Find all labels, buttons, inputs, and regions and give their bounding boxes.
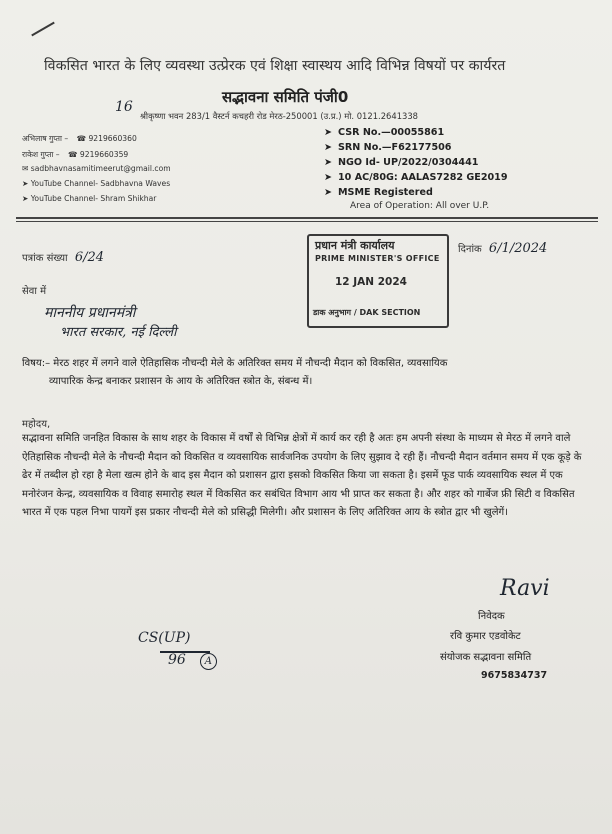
- annotation-circled-letter: A: [200, 653, 217, 670]
- annotation-line-2: [168, 652, 217, 670]
- organization-address: श्रीकृष्णा भवन 283/1 वैस्टर्न कचहरी रोड मेरठ-250001 (उ.प्र.) मो. 0121.2641338: [140, 111, 419, 121]
- signatory-phone: 9675834737: [481, 670, 548, 681]
- annotation-number: 96: [168, 652, 186, 668]
- email-row: [22, 164, 171, 173]
- youtube-channel-2: YouTube Channel- Shram Shikhar: [30, 194, 157, 203]
- stamp-office-hindi: प्रधान मंत्री कार्यालय: [315, 239, 395, 252]
- registration-row: [324, 157, 478, 168]
- contact-phone: 9219660359: [79, 150, 129, 159]
- registration-row: [324, 187, 433, 198]
- arrow-bullet-icon: ➤: [324, 127, 333, 138]
- arrow-bullet-icon: ➤: [324, 172, 333, 183]
- area-of-operation: Area of Operation: All over U.P.: [350, 201, 490, 211]
- youtube-row: [22, 194, 156, 203]
- organization-name: सद्भावना समिति पंजी0: [222, 88, 349, 106]
- signatory-designation: संयोजक सद्भावना समिति: [440, 652, 532, 663]
- arrow-bullet-icon: ➤: [324, 157, 333, 168]
- subject-line-2: व्यापारिक केन्द्र बनाकर प्रशासन के आय के अतिरिक्त स्त्रोत के, संबन्ध में।: [49, 376, 313, 387]
- handwritten-mark: 16: [115, 99, 133, 115]
- letterhead-divider: [16, 217, 598, 219]
- recipient-line-2: भारत सरकार, नई दिल्ली: [60, 325, 177, 340]
- registration-row: [324, 172, 508, 183]
- email-address: sadbhavnasamitimeerut@gmail.com: [30, 164, 171, 173]
- arrow-bullet-icon: ➤: [22, 179, 29, 188]
- subject: [22, 355, 447, 391]
- contact-row: [22, 134, 137, 144]
- contact-phone: 9219660360: [88, 134, 137, 143]
- letter-body: सद्भावना समिति जनहित विकास के साथ शहर के विकास में वर्षों से विभिन्न क्षेत्रों में कार्य कर रही है अतः हम अपनी संस्था के माध्यम से मेरठ में लगने वाले ऐतिहासिक नौचन्दी मेले के नौचन्दी मैदान को विकसित व व्यवसायिक सार्वजनिक उपयोग के लिए सुझाव दे रही हैं। नौचन्दी मैदान वर्तमान समय में एक कूड़े के ढेर में तब्दील हो रहा है मेला खत्म होने के बाद इस मैदान को प्रशासन द्वारा इसको विकसित किया जा सकता है। इसमें फूड पार्क व्यवसायिक स्थल में एक मनोरंजन केन्द्र, व्यवसायिक व विवाह समारोह स्थल में विकसित कर सबंधित विभाग आय भी प्राप्त कर सकता है। और शहर को गार्बेज फ्री सिटी व विकसित भारत में एक पहल निभा पायगें इस प्रकार नौचन्दी मेले को प्रसिद्धी मिलेगी। और प्रशासन के लिए अतिरिक्त आय के स्त्रोत द्वार भी खुलेगें।: [22, 433, 582, 518]
- contact-row: [22, 150, 128, 160]
- youtube-channel-1: YouTube Channel- Sadbhavna Waves: [30, 179, 171, 188]
- signature-label: निवेदक: [478, 611, 505, 622]
- annotation-line-1: CS(UP): [138, 630, 191, 646]
- stamp-office-english: PRIME MINISTER'S OFFICE: [315, 254, 440, 263]
- reference-label: पत्रांक संख्या: [22, 253, 68, 264]
- phone-icon: ☎: [68, 150, 78, 159]
- pen-stroke: [31, 22, 55, 37]
- phone-icon: ☎: [76, 134, 87, 143]
- registration-row: [324, 142, 451, 153]
- salutation: महोदय,: [22, 419, 51, 430]
- arrow-bullet-icon: ➤: [324, 187, 333, 198]
- letterhead-divider: [16, 221, 598, 222]
- received-stamp: [307, 234, 449, 328]
- arrow-bullet-icon: ➤: [324, 142, 333, 153]
- stamp-section: डाक अनुभाग / DAK SECTION: [313, 308, 421, 317]
- reference-number: [22, 250, 104, 265]
- addressee-label: सेवा में: [22, 286, 47, 297]
- date-value: 6/1/2024: [488, 241, 548, 256]
- date-label: दिनांक: [458, 244, 482, 255]
- letter-date: [458, 241, 547, 256]
- ngo-id: NGO Id- UP/2022/0304441: [338, 157, 479, 168]
- handwritten-signature: Ravi: [500, 576, 550, 601]
- recipient-line-1: माननीय प्रधानमंत्री: [44, 305, 136, 321]
- stamp-date: 12 JAN 2024: [335, 276, 407, 288]
- msme-registration: MSME Registered: [338, 187, 433, 198]
- email-icon: ✉: [22, 164, 29, 173]
- contact-name: अभिलाष गुप्ता –: [22, 134, 69, 143]
- reference-value: 6/24: [74, 250, 105, 265]
- youtube-row: [22, 179, 170, 188]
- registration-row: [324, 127, 444, 138]
- srn-number: SRN No.—F62177506: [338, 142, 452, 153]
- tax-registration: 10 AC/80G: AALAS7282 GE2019: [338, 172, 508, 183]
- subject-line-1: विषय:– मेरठ शहर में लगने वाले ऐतिहासिक नौचन्दी मेले के अतिरिक्त समय में नौचन्दी मैदान को विकसित, व्यवसायिक: [22, 358, 448, 369]
- arrow-bullet-icon: ➤: [22, 194, 29, 203]
- letterhead-tagline: विकसित भारत के लिए व्यवस्था उत्प्रेरक एवं शिक्षा स्वास्थय आदि विभिन्न विषयों पर कार्यरत: [44, 58, 506, 74]
- signatory-name: रवि कुमार एडवोकेट: [450, 631, 521, 642]
- csr-number: CSR No.—00055861: [338, 127, 445, 138]
- contact-name: राकेश गुप्ता –: [22, 150, 60, 159]
